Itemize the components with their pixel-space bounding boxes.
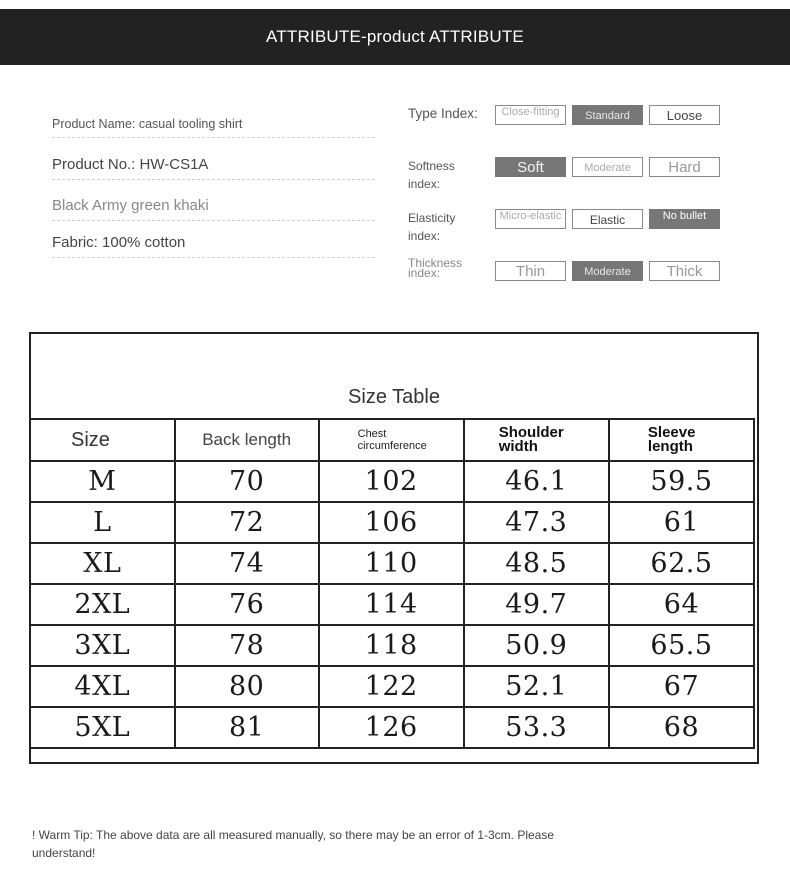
banner-title: ATTRIBUTE-product ATTRIBUTE [266,27,524,46]
thickness-option-moderate: Moderate [572,261,643,281]
cell-shoulder: 48.5 [464,543,609,584]
elasticity-option-no-bullet: No bullet [649,209,720,229]
softness-option-hard: Hard [649,157,720,177]
cell-size: 4XL [30,666,175,707]
cell-back-length: 81 [175,707,319,748]
table-row [30,666,754,707]
cell-chest: 110 [319,543,464,584]
cell-sleeve: 68 [609,707,754,748]
cell-back-length: 74 [175,543,319,584]
header-shoulder-label: Shoulder width [498,424,564,455]
cell-size: M [30,461,175,502]
table-row [30,625,754,666]
cell-size: L [30,502,175,543]
header-back-length: Back length [175,419,319,461]
header-sleeve [609,419,754,461]
cell-back-length: 70 [175,461,319,502]
cell-shoulder: 53.3 [464,707,609,748]
header-sleeve-label: Sleeve length [647,424,696,455]
type-option-loose: Loose [649,105,720,125]
cell-sleeve: 67 [609,666,754,707]
type-option-close-fitting: Close-fitting [495,105,566,125]
product-colors: Black Army green khaki [52,197,375,221]
cell-sleeve: 62.5 [609,543,754,584]
softness-option-moderate: Moderate [572,157,643,177]
size-table [29,332,759,764]
table-row [30,543,754,584]
table-row [30,707,754,748]
elasticity-option-elastic: Elastic [572,209,643,229]
cell-size: 3XL [30,625,175,666]
softness-index-label: Softness index: [408,159,455,191]
cell-sleeve: 65.5 [609,625,754,666]
header-shoulder [464,419,609,461]
header-chest-label: Chest circumference [357,428,427,452]
cell-shoulder: 47.3 [464,502,609,543]
thickness-index-label: Thickness index: [408,256,463,280]
attribute-banner [0,9,790,65]
cell-shoulder: 49.7 [464,584,609,625]
cell-back-length: 72 [175,502,319,543]
cell-back-length: 76 [175,584,319,625]
product-number: Product No.: HW-CS1A [52,156,375,180]
table-row [30,584,754,625]
cell-sleeve: 61 [609,502,754,543]
cell-chest: 122 [319,666,464,707]
softness-option-soft: Soft [495,157,566,177]
size-table-title: Size Table [348,386,440,408]
cell-chest: 102 [319,461,464,502]
product-fabric: Fabric: 100% cotton [52,234,375,258]
warm-tip: ! Warm Tip: The above data are all measured manually, so there may be an error of 1-3cm. Please understand! [32,828,555,860]
cell-back-length: 78 [175,625,319,666]
cell-shoulder: 50.9 [464,625,609,666]
elasticity-index-label: Elasticity index: [408,211,456,243]
type-option-standard: Standard [572,105,643,125]
size-header-row [30,419,754,461]
cell-size: XL [30,543,175,584]
cell-back-length: 80 [175,666,319,707]
product-name: Product Name: casual tooling shirt [52,117,375,138]
cell-chest: 126 [319,707,464,748]
cell-chest: 114 [319,584,464,625]
cell-chest: 118 [319,625,464,666]
table-row [30,461,754,502]
header-chest [319,419,464,461]
thickness-option-thick: Thick [649,261,720,281]
size-grid [29,418,755,749]
cell-size: 5XL [30,707,175,748]
cell-sleeve: 59.5 [609,461,754,502]
header-size: Size [30,419,175,461]
type-index-label: Type Index: [408,106,478,121]
cell-chest: 106 [319,502,464,543]
thickness-option-thin: Thin [495,261,566,281]
cell-shoulder: 46.1 [464,461,609,502]
cell-shoulder: 52.1 [464,666,609,707]
table-row [30,502,754,543]
cell-sleeve: 64 [609,584,754,625]
elasticity-option-micro-elastic: Micro-elastic [495,209,566,229]
cell-size: 2XL [30,584,175,625]
